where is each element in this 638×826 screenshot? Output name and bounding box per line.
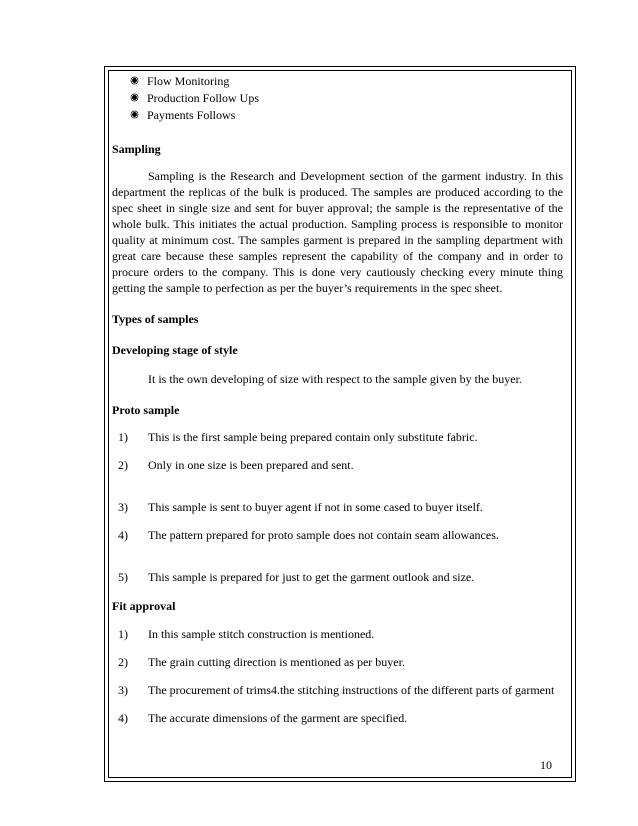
page-content	[112, 73, 563, 726]
page-number: 10	[540, 758, 552, 772]
list-item: 1) This is the first sample being prepared contain only substitute fabric.	[118, 430, 478, 444]
fit-heading: Fit approval	[112, 599, 176, 613]
types-heading: Types of samples	[112, 312, 199, 326]
developing-paragraph: It is the own developing of size with respect to the sample given by the buyer.	[148, 372, 522, 386]
list-item: 4) The pattern prepared for proto sample does not contain seam allowances.	[118, 528, 499, 542]
sampling-paragraph: Sampling is the Research and Development section of the garment industry. In this department the replicas of the bulk is produced. The samples are produced according to the spec sheet in single size and sent for buyer approval; the sample is the representative of the whole bulk. This initiates the actual production. Sampling process is responsible to monitor quality at minimum cost. The samples garment is prepared in the sampling department with great care because these samples represent the capability of the company and in order to procure orders to the company. This is done very cautiously checking every minute thing getting the sample to perfection as per the buyer’s requirements in the spec sheet.	[112, 169, 563, 295]
sampling-heading: Sampling	[112, 142, 161, 156]
bullet-item: Flow Monitoring	[112, 73, 563, 90]
developing-heading: Developing stage of style	[112, 343, 238, 357]
bullet-item: Production Follow Ups	[112, 90, 563, 107]
list-item: 1) In this sample stitch construction is mentioned.	[118, 627, 375, 641]
list-item: 2) The grain cutting direction is mentioned as per buyer.	[118, 655, 405, 669]
bullet-icon	[132, 112, 137, 117]
bullet-list	[112, 73, 563, 124]
list-item: 4) The accurate dimensions of the garment are specified.	[118, 711, 408, 725]
bullet-item: Payments Follows	[112, 107, 563, 124]
list-item: 2) Only in one size is been prepared and sent.	[118, 458, 354, 472]
proto-heading: Proto sample	[112, 403, 180, 417]
bullet-icon	[132, 95, 137, 100]
list-item: 3) The procurement of trims4.the stitching instructions of the different parts of garment	[118, 683, 555, 697]
bullet-icon	[132, 78, 137, 83]
list-item: 5) This sample is prepared for just to get the garment outlook and size.	[118, 570, 475, 584]
list-item: 3) This sample is sent to buyer agent if not in some cased to buyer itself.	[118, 500, 483, 514]
